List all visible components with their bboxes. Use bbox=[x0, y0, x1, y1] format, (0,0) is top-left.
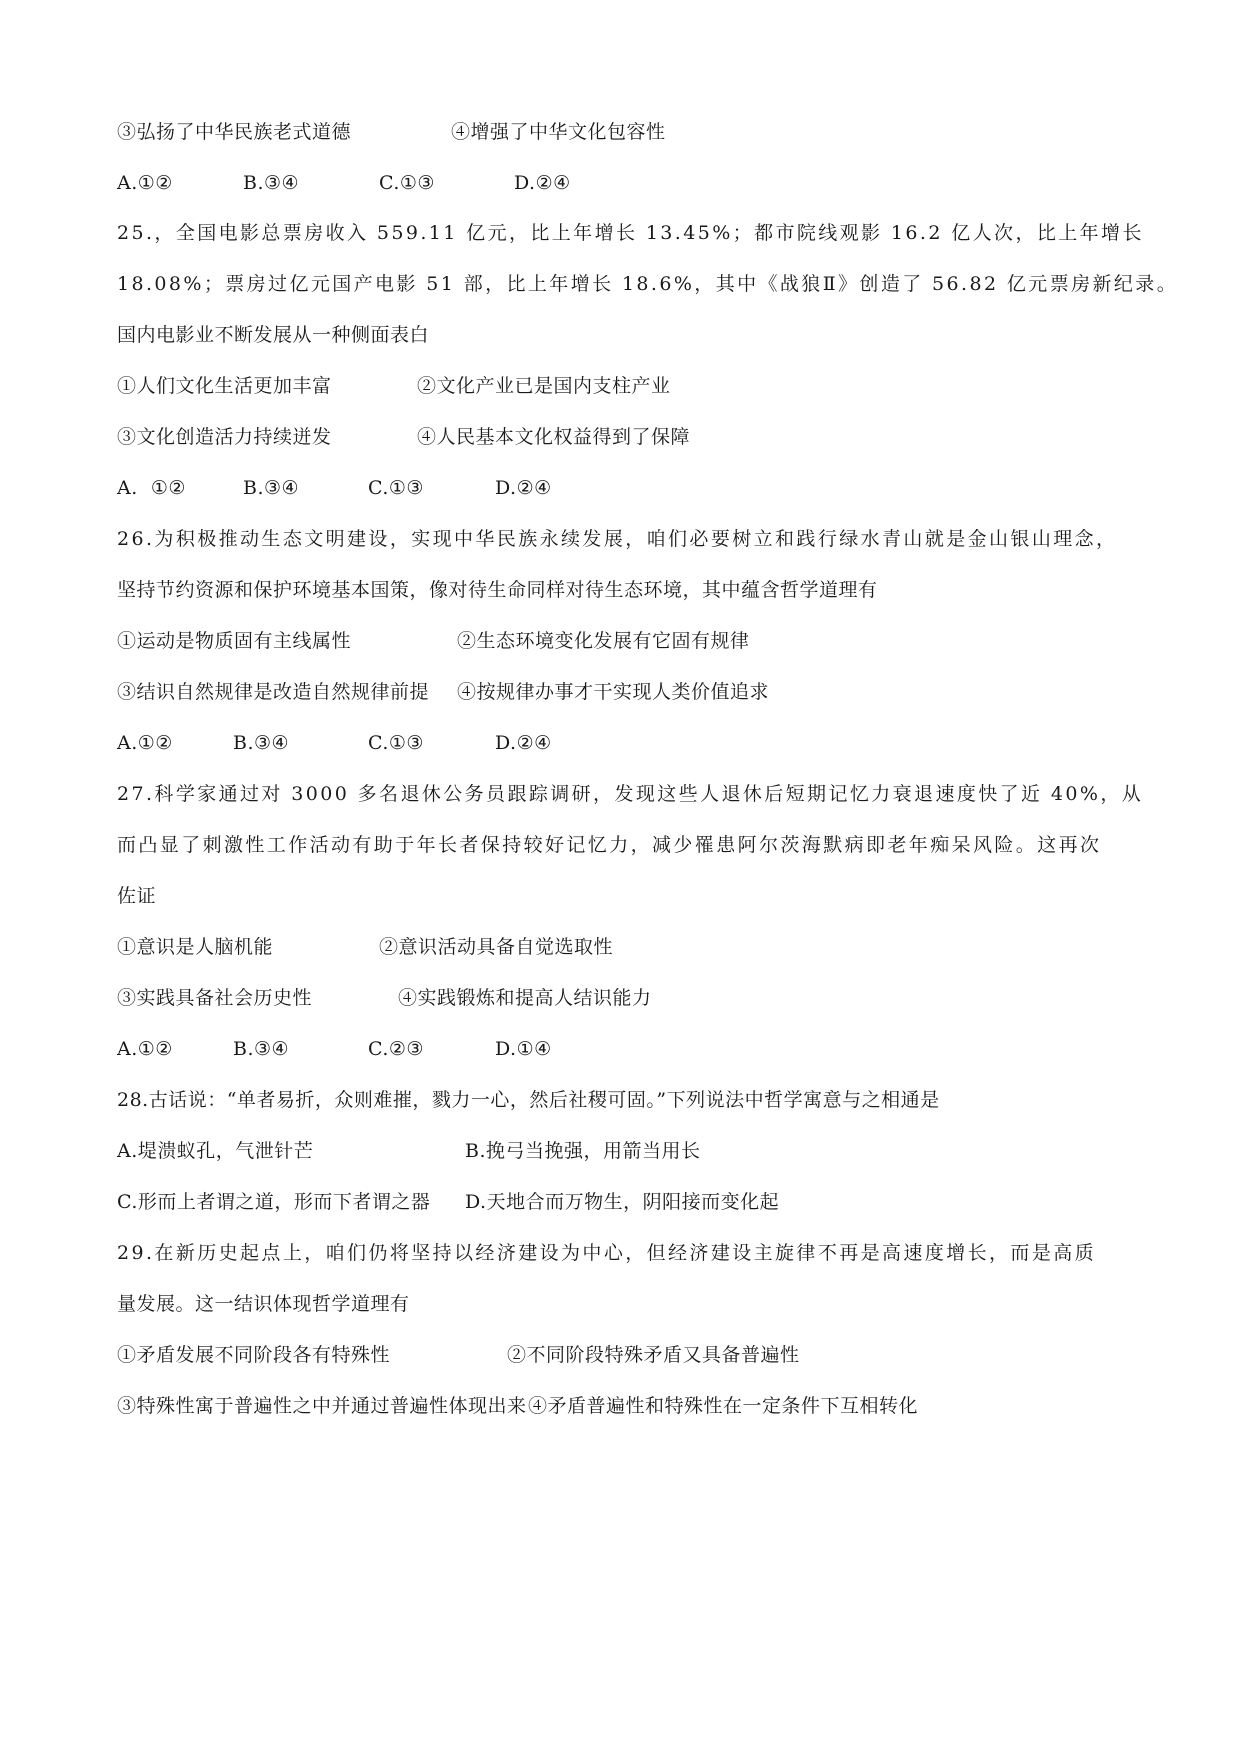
q27-stem-line-3: 佐证 bbox=[117, 885, 157, 907]
q25-option-2: ②文化产业已是国内支柱产业 bbox=[417, 375, 671, 397]
q28-stem: 28.古话说：“单者易折，众则难摧，戮力一心，然后社稷可固。”下列说法中哲学寓意与之相通是 bbox=[117, 1089, 940, 1111]
q24-choice-b: B.③④ bbox=[243, 172, 300, 194]
q29-stem-line-1: 29.在新历史起点上，咱们仍将坚持以经济建设为中心，但经济建设主旋律不再是高速度增长，而是高质 bbox=[117, 1242, 1097, 1264]
q27-option-2: ②意识活动具备自觉选取性 bbox=[379, 936, 614, 958]
q27-option-1: ①意识是人脑机能 bbox=[117, 936, 274, 958]
q25-option-4: ④人民基本文化权益得到了保障 bbox=[417, 426, 691, 448]
q29-option-4: ④矛盾普遍性和特殊性在一定条件下互相转化 bbox=[528, 1395, 919, 1417]
q29-options-row-2 bbox=[117, 1393, 919, 1497]
q29-option-2: ②不同阶段特殊矛盾又具备普遍性 bbox=[507, 1344, 800, 1366]
q27-choice-d: D.①④ bbox=[495, 1038, 552, 1060]
q24-option-3: ③弘扬了中华民族老式道德 bbox=[117, 121, 352, 143]
q27-option-3: ③实践具备社会历史性 bbox=[117, 987, 313, 1009]
q28-choice-c: C.形而上者谓之道，形而下者谓之器 bbox=[117, 1191, 431, 1213]
q27-stem-line-2: 而凸显了刺激性工作活动有助于年长者保持较好记忆力，减少罹患阿尔茨海默病即老年痴呆风险。这再次 bbox=[117, 834, 1102, 856]
q25-stem-line-1: 25.，全国电影总票房收入 559.11 亿元，比上年增长 13.45%；都市院线观影 16.2 亿人次，比上年增长 bbox=[117, 222, 1144, 244]
q29-option-1: ①矛盾发展不同阶段各有特殊性 bbox=[117, 1344, 391, 1366]
q26-choice-b: B.③④ bbox=[233, 732, 290, 754]
q24-choice-d: D.②④ bbox=[514, 172, 571, 194]
q26-option-1: ①运动是物质固有主线属性 bbox=[117, 630, 352, 652]
q26-choice-a: A.①② bbox=[117, 732, 173, 754]
q27-choice-b: B.③④ bbox=[233, 1038, 290, 1060]
q24-choice-c: C.①③ bbox=[379, 172, 435, 194]
q26-stem-line-2: 坚持节约资源和保护环境基本国策，像对待生命同样对待生态环境，其中蕴含哲学道理有 bbox=[117, 579, 878, 601]
q28-choice-a: A.堤溃蚁孔，气泄针芒 bbox=[117, 1140, 314, 1162]
q25-choice-d: D.②④ bbox=[495, 477, 552, 499]
q24-choice-a: A.①② bbox=[117, 172, 173, 194]
q25-choice-a: A. ①② bbox=[117, 477, 186, 499]
q28-choice-d: D.天地合而万物生，阴阳接而变化起 bbox=[465, 1191, 780, 1213]
q27-choice-a: A.①② bbox=[117, 1038, 173, 1060]
q25-option-1: ①人们文化生活更加丰富 bbox=[117, 375, 332, 397]
q29-option-3: ③特殊性寓于普遍性之中并通过普遍性体现出来 bbox=[117, 1395, 527, 1417]
q29-stem-line-2: 量发展。这一结识体现哲学道理有 bbox=[117, 1293, 410, 1315]
q25-stem-line-2: 18.08%；票房过亿元国产电影 51 部，比上年增长 18.6%，其中《战狼Ⅱ》创造了 56.82 亿元票房新纪录。 bbox=[117, 273, 1179, 295]
q25-option-3: ③文化创造活力持续迸发 bbox=[117, 426, 332, 448]
q28-choice-b: B.挽弓当挽强，用箭当用长 bbox=[465, 1140, 701, 1162]
q25-stem-line-3: 国内电影业不断发展从一种侧面表白 bbox=[117, 324, 430, 346]
q26-choice-c: C.①③ bbox=[368, 732, 424, 754]
q24-option-4: ④增强了中华文化包容性 bbox=[451, 121, 666, 143]
q26-option-2: ②生态环境变化发展有它固有规律 bbox=[457, 630, 750, 652]
q26-choice-d: D.②④ bbox=[495, 732, 552, 754]
q24-answer-choices bbox=[117, 170, 571, 326]
q25-choice-b: B.③④ bbox=[243, 477, 300, 499]
q27-option-4: ④实践锻炼和提高人结识能力 bbox=[398, 987, 652, 1009]
q26-stem-line-1: 26.为积极推动生态文明建设，实现中华民族永续发展，咱们必要树立和践行绿水青山就是金山银山理念， bbox=[117, 528, 1118, 550]
q26-option-4: ④按规律办事才干实现人类价值追求 bbox=[457, 681, 770, 703]
q25-choice-c: C.①③ bbox=[368, 477, 424, 499]
q26-answer-choices bbox=[117, 730, 552, 886]
q27-stem-line-1: 27.科学家通过对 3000 多名退休公务员跟踪调研，发现这些人退休后短期记忆力衰退速度快了近 40%，从 bbox=[117, 783, 1144, 805]
q27-choice-c: C.②③ bbox=[368, 1038, 424, 1060]
q26-option-3: ③结识自然规律是改造自然规律前提 bbox=[117, 681, 430, 703]
